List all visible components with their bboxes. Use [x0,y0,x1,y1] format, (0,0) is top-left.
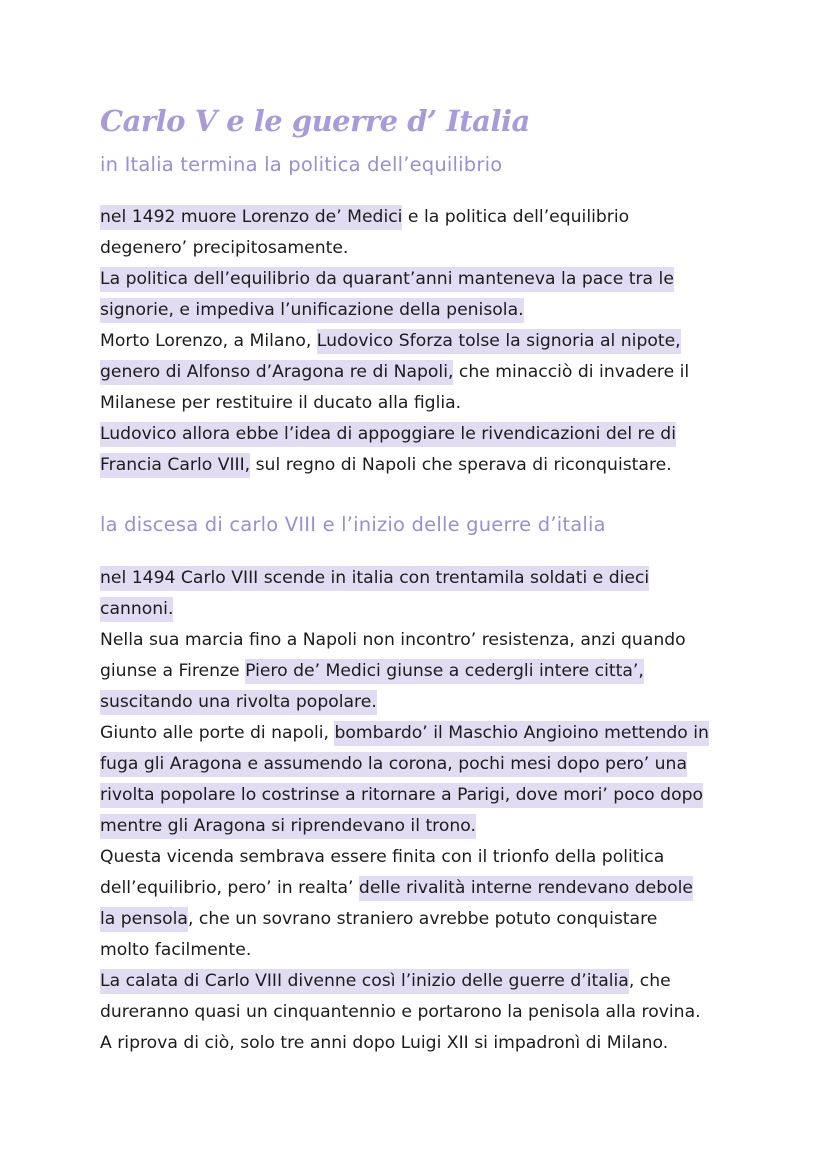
highlighted-text: suscitando una rivolta popolare. [100,690,377,715]
body-text: A riprova di ciò, solo tre anni dopo Luigi XII si impadronì di Milano. [100,1033,669,1053]
text-line [100,906,740,937]
highlighted-text: delle rivalità interne rendevano debole [359,876,693,901]
highlighted-text: La politica dell’equilibrio da quarant’anni manteneva la pace tra le [100,267,674,292]
body-text: dureranno quasi un cinquantennio e portarono la penisola alla rovina. [100,1002,701,1022]
highlighted-text: mentre gli Aragona si riprendevano il trono. [100,814,476,839]
text-line [100,204,740,235]
body-text: che minacciò di invadere il [453,362,690,382]
paragraph-2 [100,565,740,1061]
text-line [100,689,740,720]
body-text: degenero’ precipitosamente. [100,238,349,258]
highlighted-text: bombardo’ il Maschio Angioino mettendo in [334,721,708,746]
highlighted-text: Francia Carlo VIII, [100,453,250,478]
text-line [100,658,740,689]
body-text: giunse a Firenze [100,661,246,681]
text-line [100,627,740,658]
body-text: molto facilmente. [100,940,252,960]
highlighted-text: la pensola [100,907,188,932]
body-text: Morto Lorenzo, a Milano, [100,331,317,351]
text-line [100,359,740,390]
text-line [100,999,740,1030]
highlighted-text: nel 1494 Carlo VIII scende in italia con trentamila soldati e dieci [100,566,649,591]
highlighted-text: rivolta popolare lo costrinse a ritornare a Parigi, dove mori’ poco dopo [100,783,703,808]
body-text: Giunto alle porte di napoli, [100,723,335,743]
body-text: Milanese per restituire il ducato alla figlia. [100,393,462,413]
page-subtitle: in Italia termina la politica dell’equilibrio [100,153,503,176]
text-line [100,266,740,297]
text-line [100,1030,740,1061]
highlighted-text: Ludovico allora ebbe l’idea di appoggiare le rivendicazioni del re di [100,422,676,447]
text-line [100,235,740,266]
text-line [100,968,740,999]
text-line [100,297,740,328]
body-text: , che [628,971,671,991]
text-line [100,596,740,627]
text-line [100,328,740,359]
highlighted-text: genero di Alfonso d’Aragona re di Napoli, [100,360,453,385]
text-line [100,421,740,452]
text-line [100,452,740,483]
text-line [100,751,740,782]
body-text: Nella sua marcia fino a Napoli non incontro’ resistenza, anzi quando [100,630,686,650]
text-line [100,782,740,813]
highlighted-text: nel 1492 muore Lorenzo de’ Medici [100,205,402,230]
text-line [100,720,740,751]
body-text: e la politica dell’equilibrio [402,207,630,227]
text-line [100,390,740,421]
text-line [100,875,740,906]
body-text: sul regno di Napoli che sperava di riconquistare. [250,455,672,475]
highlighted-text: La calata di Carlo VIII divenne così l’inizio delle guerre d’italia [100,969,629,994]
highlighted-text: fuga gli Aragona e assumendo la corona, pochi mesi dopo pero’ una [100,752,687,777]
body-text: Questa vicenda sembrava essere finita con il trionfo della politica [100,847,665,867]
text-line [100,565,740,596]
highlighted-text: signorie, e impediva l’unificazione della penisola. [100,298,524,323]
body-text: , che un sovrano straniero avrebbe potuto conquistare [187,909,658,929]
highlighted-text: cannoni. [100,597,173,622]
body-text: dell’equilibrio, pero’ in realta’ [100,878,359,898]
highlighted-text: Piero de’ Medici giunse a cedergli intere citta’, [245,659,644,684]
text-line [100,844,740,875]
highlighted-text: Ludovico Sforza tolse la signoria al nipote, [317,329,681,354]
section-heading: la discesa di carlo VIII e l’inizio delle guerre d’italia [100,513,606,536]
paragraph-1 [100,204,740,483]
text-line [100,813,740,844]
page-title: Carlo V e le guerre d’ Italia [100,104,530,138]
text-line [100,937,740,968]
